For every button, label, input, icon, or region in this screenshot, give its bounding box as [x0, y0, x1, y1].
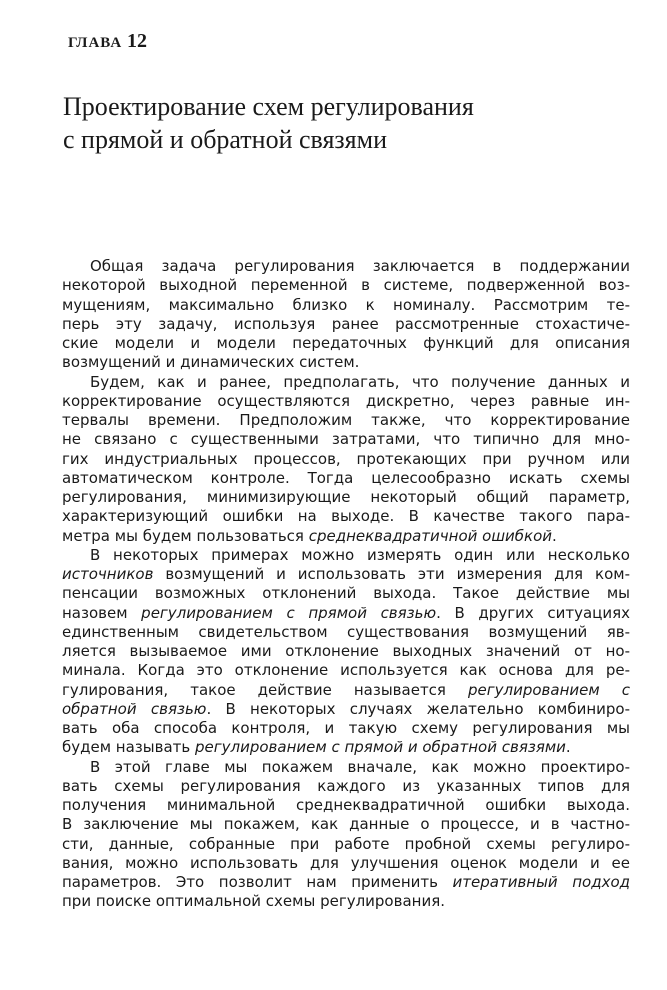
text-line — [62, 296, 630, 315]
text-line — [62, 681, 630, 700]
text-line — [62, 527, 630, 546]
text-line — [62, 661, 630, 680]
text-line — [62, 873, 630, 892]
text-line — [62, 353, 630, 372]
text-run: . В других ситуациях — [436, 603, 630, 622]
text-run: метра мы будем пользоваться — [62, 526, 309, 545]
paragraph — [62, 373, 630, 546]
text-line — [62, 565, 630, 584]
paragraph — [62, 257, 630, 373]
text-line — [62, 315, 630, 334]
text-run: характеризующий ошибки на выходе. В качестве такого пара- — [62, 507, 630, 526]
emphasized-term: регулированием с — [468, 680, 630, 699]
text-run: . В некоторых случаях желательно комбиниро- — [206, 699, 630, 718]
emphasized-term: регулированием с прямой и обратной связями — [195, 738, 566, 757]
text-line — [62, 276, 630, 295]
chapter-number: 12 — [126, 30, 147, 52]
text-run: регулирования, минимизирующие некоторый общий параметр, — [62, 488, 630, 506]
text-run: при поиске оптимальной схемы регулирования. — [62, 892, 445, 911]
text-run: гих индустриальных процессов, протекающих при ручном или — [62, 449, 630, 468]
text-run: перь эту задачу, используя ранее рассмотренные стохастиче- — [62, 314, 630, 333]
text-line — [62, 700, 630, 719]
text-line — [62, 835, 630, 854]
text-line — [62, 488, 630, 507]
text-line — [62, 507, 630, 526]
chapter-label: ГЛАВА — [68, 35, 123, 51]
text-run: вания, можно использовать для улучшения оценок модели и ее — [62, 853, 630, 872]
text-line — [62, 469, 630, 488]
text-line — [62, 430, 630, 449]
text-run: параметров. Это позволит нам применить — [62, 873, 453, 891]
text-run: ские модели и модели передаточных функций для описания — [62, 334, 630, 352]
text-run: не связано с существенными затратами, что типично для мно- — [62, 430, 630, 449]
text-line — [62, 623, 630, 642]
emphasized-term: регулированием с прямой связью — [141, 603, 437, 622]
chapter-heading — [68, 30, 147, 53]
text-line — [62, 738, 630, 757]
text-run: вать оба способа контроля, и такую схему регулирования мы — [62, 719, 630, 737]
text-run: В заключение мы покажем, как данные о процессе, и в частно- — [62, 815, 630, 834]
text-line — [62, 892, 630, 911]
text-line — [62, 854, 630, 873]
text-run: возмущений и использовать эти измерения для ком- — [153, 565, 630, 583]
text-run: гулирования, такое действие называется — [62, 680, 469, 699]
text-line — [62, 796, 630, 815]
emphasized-term: обратной связью — [62, 699, 207, 718]
text-run: сти, данные, собранные при работе пробной схемы регулиро- — [62, 834, 630, 853]
text-line — [62, 334, 630, 353]
text-run: Общая задача регулирования заключается в поддержании — [90, 257, 630, 275]
text-run: корректирование осуществляются дискретно, через равные ин- — [62, 391, 630, 410]
text-run: пенсации возможных отклонений выхода. Такое действие мы — [62, 584, 630, 603]
text-run: получения минимальной среднеквадратичной ошибки выхода. — [62, 796, 630, 814]
text-run: Будем, как и ранее, предполагать, что получение данных и — [90, 372, 630, 391]
emphasized-term: источников — [62, 565, 154, 583]
text-run: минала. Когда это отклонение используется как основа для ре- — [62, 661, 630, 680]
text-run: автоматическом контроле. Тогда целесообразно искать схемы — [62, 468, 630, 487]
text-run: ляется вызываемое ими отклонение выходных значений от но- — [62, 642, 630, 660]
emphasized-term: итеративный подход — [452, 873, 631, 891]
text-run: единственным свидетельством существования возмущений яв- — [62, 622, 630, 641]
text-run: возмущений и динамических систем. — [62, 353, 360, 372]
text-line — [62, 604, 630, 623]
text-run: . — [565, 738, 571, 757]
text-line — [62, 777, 630, 796]
text-line — [62, 392, 630, 411]
text-run: тервалы времени. Предположим также, что корректирование — [62, 411, 630, 429]
paragraph — [62, 758, 630, 912]
text-line — [62, 450, 630, 469]
text-run: В этой главе мы покажем вначале, как можно проектиро- — [90, 757, 630, 776]
paragraph — [62, 546, 630, 758]
chapter-title-line-2: с прямой и обратной связями — [63, 125, 388, 154]
chapter-title — [63, 90, 623, 156]
text-line — [62, 373, 630, 392]
emphasized-term: среднеквадратичной ошибкой — [308, 526, 553, 545]
text-line — [62, 758, 630, 777]
text-run: некоторой выходной переменной в системе, подверженной воз- — [62, 276, 630, 295]
text-run: будем называть — [62, 738, 196, 757]
text-line — [62, 257, 630, 276]
text-line — [62, 546, 630, 565]
text-line — [62, 719, 630, 738]
text-run: назовем — [62, 603, 142, 622]
text-line — [62, 642, 630, 661]
text-line — [62, 584, 630, 603]
chapter-title-line-1: Проектирование схем регулирования — [63, 92, 474, 121]
text-line — [62, 815, 630, 834]
chapter-body-text — [62, 257, 630, 912]
text-line — [62, 411, 630, 430]
text-run: В некоторых примерах можно измерять один или несколько — [90, 545, 630, 564]
text-run: вать схемы регулирования каждого из указанных типов для — [62, 776, 630, 795]
text-run: мущениям, максимально близко к номиналу. Рассмотрим те- — [62, 295, 630, 314]
text-run: . — [552, 526, 557, 545]
